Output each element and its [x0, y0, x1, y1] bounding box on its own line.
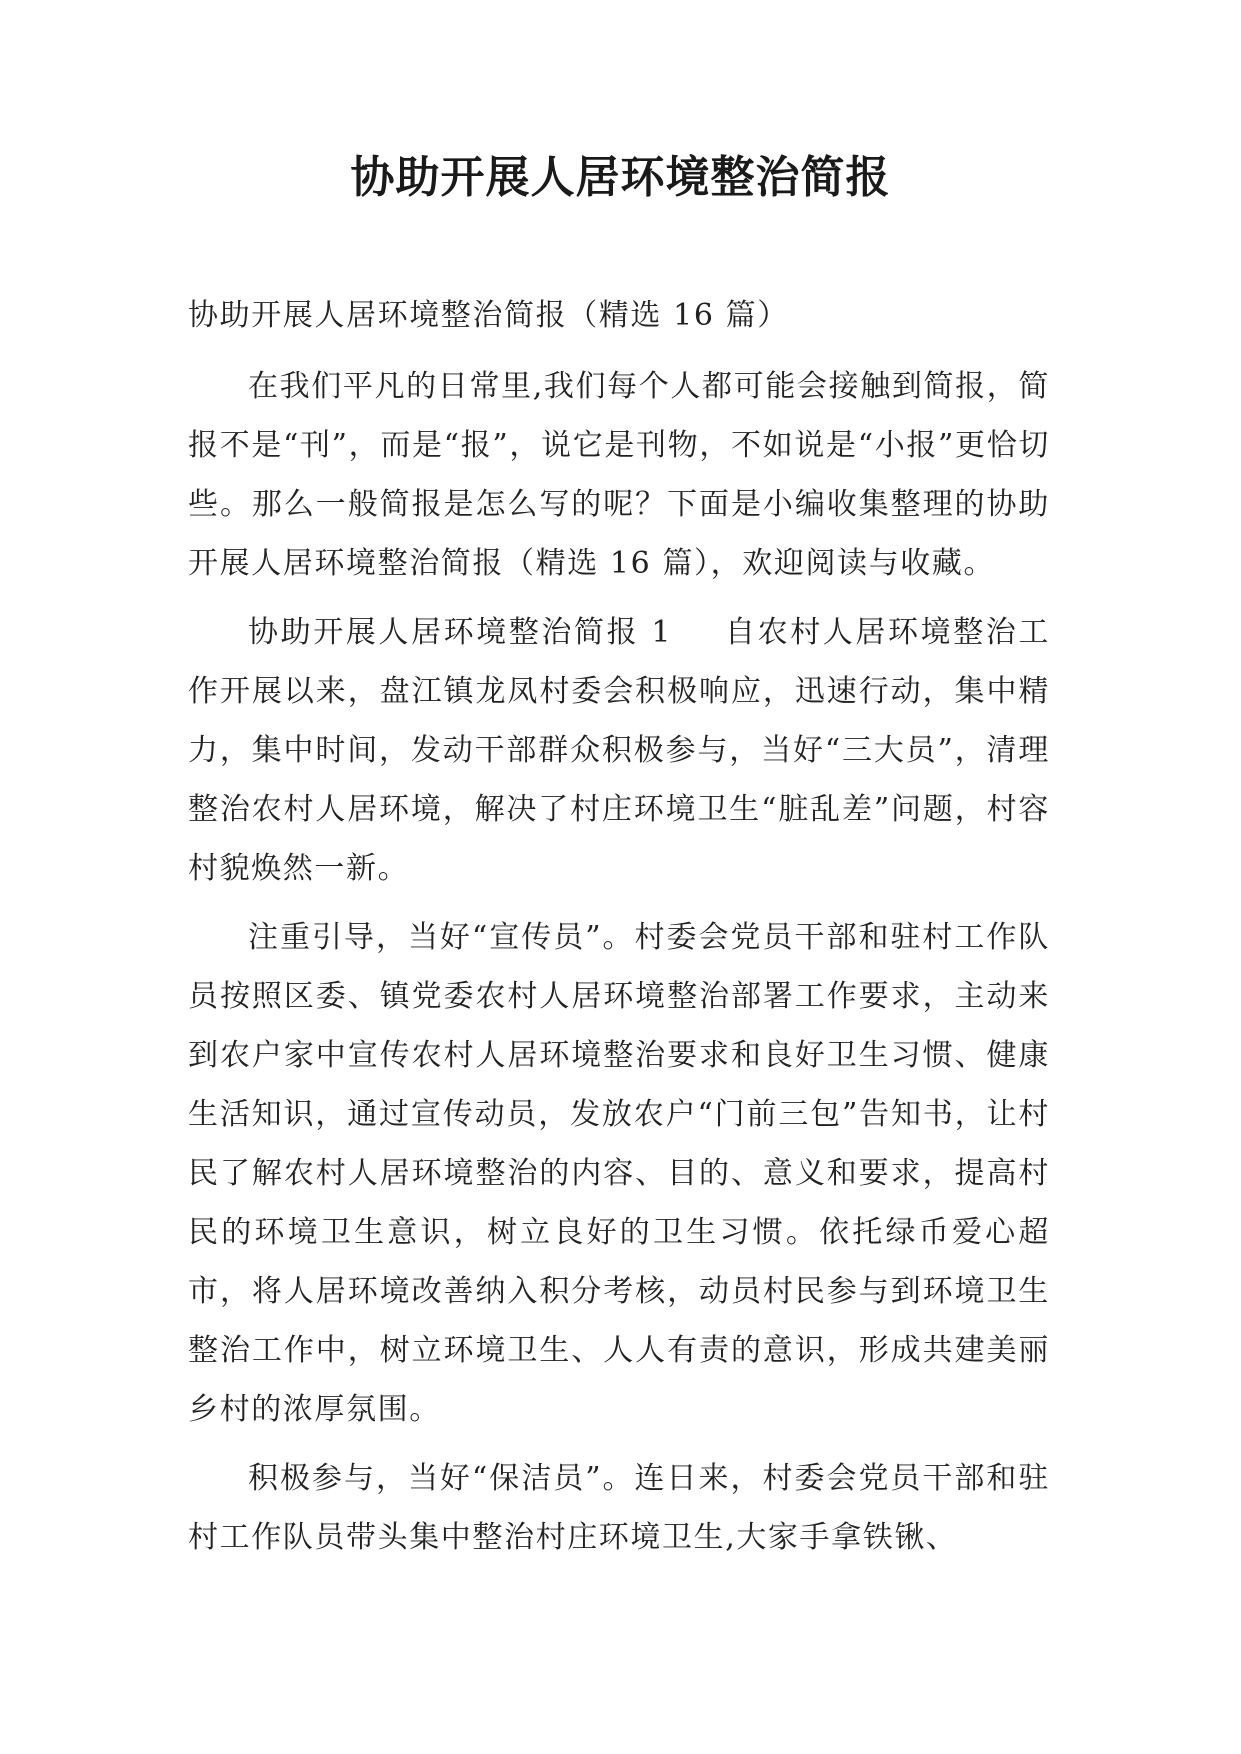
intro-paragraph: 在我们平凡的日常里,我们每个人都可能会接触到简报，简报不是“刊”，而是“报”，说它是刊物，不如说是“小报”更恰切些。那么一般简报是怎么写的呢？下面是小编收集整理的协助开展人居环境整治简报（精选 16 篇），欢迎阅读与收藏。	[188, 369, 1050, 581]
document-subtitle: 协助开展人居环境整治简报（精选 16 篇）	[188, 298, 789, 333]
section-1-body: 自农村人居环境整治工作开展以来，盘江镇龙凤村委会积极响应，迅速行动，集中精力，集中时间，发动干部群众积极参与，当好“三大员”，清理整治农村人居环境，解决了村庄环境卫生“脏乱差”问题，村容村貌焕然一新。	[188, 615, 1051, 886]
document-body	[188, 286, 1050, 1577]
section-1-paragraph	[188, 603, 1050, 898]
cleaning-paragraph: 积极参与，当好“保洁员”。连日来，村委会党员干部和驻村工作队员带头集中整治村庄环境卫生,大家手拿铁锹、	[188, 1461, 1050, 1555]
document-title: 协助开展人居环境整治简报	[350, 152, 891, 203]
propaganda-paragraph: 注重引导，当好“宣传员”。村委会党员干部和驻村工作队员按照区委、镇党委农村人居环境整治部署工作要求，主动来到农户家中宣传农村人居环境整治要求和良好卫生习惯、健康生活知识，通过宣传动员，发放农户“门前三包”告知书，让村民了解农村人居环境整治的内容、目的、意义和要求，提高村民的环境卫生意识，树立良好的卫生习惯。依托绿币爱心超市，将人居环境改善纳入积分考核，动员村民参与到环境卫生整治工作中，树立环境卫生、人人有责的意识，形成共建美丽乡村的浓厚氛围。	[188, 920, 1050, 1427]
section-1-heading: 协助开展人居环境整治简报 1	[248, 615, 673, 650]
